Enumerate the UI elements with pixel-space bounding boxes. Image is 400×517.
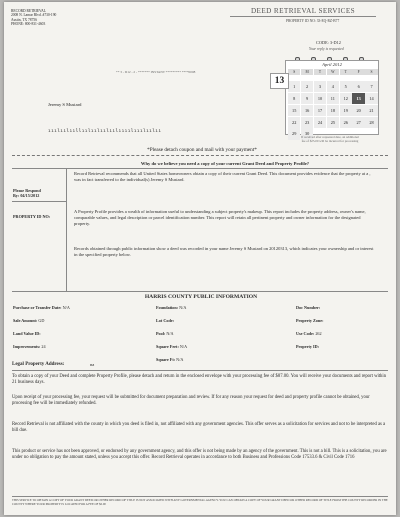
calendar-day: 3	[314, 81, 326, 92]
calendar-day: 2	[301, 81, 313, 92]
divider	[12, 370, 388, 371]
field-property-id: Property ID:	[296, 344, 320, 349]
detach-instruction: *Please detach coupon and mail with your payment*	[147, 147, 257, 153]
paragraph-property-profile: A Property Profile provides a wealth of information useful to understanding a subject property's makeup. This report includes the property address, owner's name, comparable values, and legal description or parcel identification number. This report will retain all pertinent property and owner information for the designated property.	[74, 209, 366, 227]
calendar-day: 1	[288, 81, 300, 92]
calendar-weekday: T	[314, 69, 326, 75]
calendar-day: 6	[352, 81, 364, 92]
sender-street: 2008 N. Lamar Blvd. #730-190	[11, 13, 57, 18]
calendar-day: 14	[365, 93, 377, 104]
field-square-feet: Square Feet: N/A	[156, 344, 188, 349]
calendar-day: 18	[327, 105, 339, 116]
field-land-value: Land Value ID:	[13, 331, 41, 336]
legal-address-value: na	[90, 362, 95, 367]
calendar-day: 9	[301, 93, 313, 104]
sender-city: Austin, TX 78756	[11, 17, 37, 22]
calendar-day: 11	[327, 93, 339, 104]
code-label: CODE: 3-D12	[316, 40, 341, 45]
calendar-day: 12	[340, 93, 352, 104]
divider	[12, 496, 388, 497]
respond-date: By: 04/15/2012	[13, 193, 40, 198]
calendar-weekday: M	[301, 69, 313, 75]
property-id-label: PROPERTY ID NO:	[13, 214, 51, 219]
field-square-ft: Square Ft: N/A	[156, 357, 184, 362]
field-purchase-date: Purchase or Transfer Date: N/A	[13, 305, 70, 310]
calendar-day: 29	[288, 128, 300, 139]
postal-barcode: ııılıılııllıılıılıılıılıııılııılıılıı	[48, 129, 162, 134]
paragraph-how-to-obtain: To obtain a copy of your Deed and complete Property Profile, please detach and return in the enclosed envelope with your processing fee of $87.00. You will receive your documents and report within 21 business days.	[12, 374, 387, 386]
sender-phone: PHONE: 800-831-4603	[11, 22, 46, 27]
respond-by	[13, 188, 41, 198]
divider	[12, 168, 388, 169]
calendar-weekday: T	[340, 69, 352, 75]
calendar-weekday: S	[288, 69, 300, 75]
paragraph-refund: Upon receipt of your processing fee, your request will be submitted for document preparation and review. If for any reason your request for deed and property profile cannot be obtained, your processing fee will be immediately refunded.	[12, 395, 370, 407]
calendar-day: 19	[340, 105, 352, 116]
calendar-day: 5	[340, 81, 352, 92]
legal-address-label: Legal Property Address:	[12, 362, 65, 367]
field-foundation: Foundation: N/A	[156, 305, 187, 310]
paragraph-grant-deed: Record Retrieval recommends that all United States homeowners obtain a copy of their current Grant Deed. This document provides evidence that the property at a , was in fact transferred to the individual(s) Jeremy S Mustard.	[74, 171, 371, 183]
calendar-day: 17	[314, 105, 326, 116]
calendar-day: 22	[288, 117, 300, 128]
field-lot-code: Lot Code:	[156, 318, 175, 323]
paragraph-solicitation: This product or service has not been approved, or endorsed by any government agency, and this offer is not being made by an agency of the government. This is not a bill. This is a solicitation, you are under no obligation to pay the amount stated, unless you accept this offer. Record Retrieval operates in accordance to both Business and Professions Code 17533.6 & Civil Code 1716	[12, 449, 387, 461]
calendar-weekday: W	[327, 69, 339, 75]
calendar-grid	[288, 69, 378, 140]
calendar-day: 27	[352, 117, 364, 128]
calendar	[285, 60, 379, 135]
solicitation-letter	[4, 2, 396, 515]
section-question: Why do we believe you need a copy of your current Grant Deed and Property Profile?	[140, 161, 310, 166]
recipient-name: Jeremy S Mustard	[48, 102, 82, 107]
county-info-title: HARRIS COUNTY PUBLIC INFORMATION	[144, 294, 258, 300]
paragraph-not-affiliated: Record Retrieval is not affiliated with the county in which you deed is filed in, not affiliated with any government agencies. This offer serves as a solicitation for services and not to be interpreted as a bill due.	[12, 422, 386, 434]
mailing-stack-code: ** 3 - D12 - 2 - ******* INSTANT ********* ****0008	[116, 70, 196, 74]
brand-property-number: PROPERTY ID NO: 33-EQ-RZ-B77	[286, 19, 340, 23]
calendar-day: 20	[352, 105, 364, 116]
calendar-day: 30	[301, 128, 313, 139]
calendar-day: 21	[365, 105, 377, 116]
calendar-day-badge: 13	[270, 73, 289, 89]
field-property-zone: Property Zone:	[296, 318, 324, 323]
divider	[12, 201, 66, 202]
field-use-code: Use Code: 262	[296, 331, 322, 336]
brand-title: DEED RETRIEVAL SERVICES	[250, 7, 356, 15]
late-fee-note: If received after requested date, an additional fee of $25.00 will be incurred for processing	[301, 135, 359, 143]
calendar-day: 4	[327, 81, 339, 92]
paragraph-records: Records obtained through public information show a deed was recorded in your name Jeremy S Mustard on 20120313, which indicates your ownership and or interest in the specified property below.	[74, 246, 374, 258]
calendar-day: 25	[327, 117, 339, 128]
calendar-day: 23	[301, 117, 313, 128]
field-pool: Pool: N/A	[156, 331, 174, 336]
calendar-weekday: F	[352, 69, 364, 75]
calendar-day: 15	[288, 105, 300, 116]
column-divider	[66, 168, 67, 291]
calendar-month: April 2012	[322, 62, 342, 67]
field-doc-number: Doc Number:	[296, 305, 321, 310]
calendar-day: 8	[288, 93, 300, 104]
fine-print-disclaimer: THIS SERVICE TO OBTAIN A COPY OF YOUR GRANT DEED OR OTHER RECORD OF TITLE IS NOT ASSOCIATED WITH ANY GOVERNMENTAL AGENCY. YOU CAN OBTAIN A COPY OF YOUR GRANT DEED OR OTHER RECORD OF TITLE FROM THE COUNTY RECORDER IN THE COUNTY WHERE YOUR PROPERTY IS LOCATED FOR A FEE OF $0.00	[12, 498, 388, 506]
calendar-day: 24	[314, 117, 326, 128]
sender-company: RECORD RETRIEVAL	[11, 9, 46, 13]
reply-prompt: Your reply is requested	[309, 47, 344, 51]
field-improvements: Improvements: 24	[13, 344, 46, 349]
calendar-day: 28	[365, 117, 377, 128]
calendar-day: 7	[365, 81, 377, 92]
sender-address	[11, 9, 56, 27]
calendar-day: 10	[314, 93, 326, 104]
detach-line	[12, 155, 388, 156]
field-sale-amount: Sale Amount: GD	[13, 318, 45, 323]
calendar-day: 26	[340, 117, 352, 128]
calendar-day-selected: 13	[352, 93, 364, 104]
brand-divider	[230, 16, 376, 17]
calendar-day: 16	[301, 105, 313, 116]
calendar-weekday: S	[365, 69, 377, 75]
divider	[12, 291, 388, 292]
please-respond-label: Please Respond	[13, 188, 41, 193]
